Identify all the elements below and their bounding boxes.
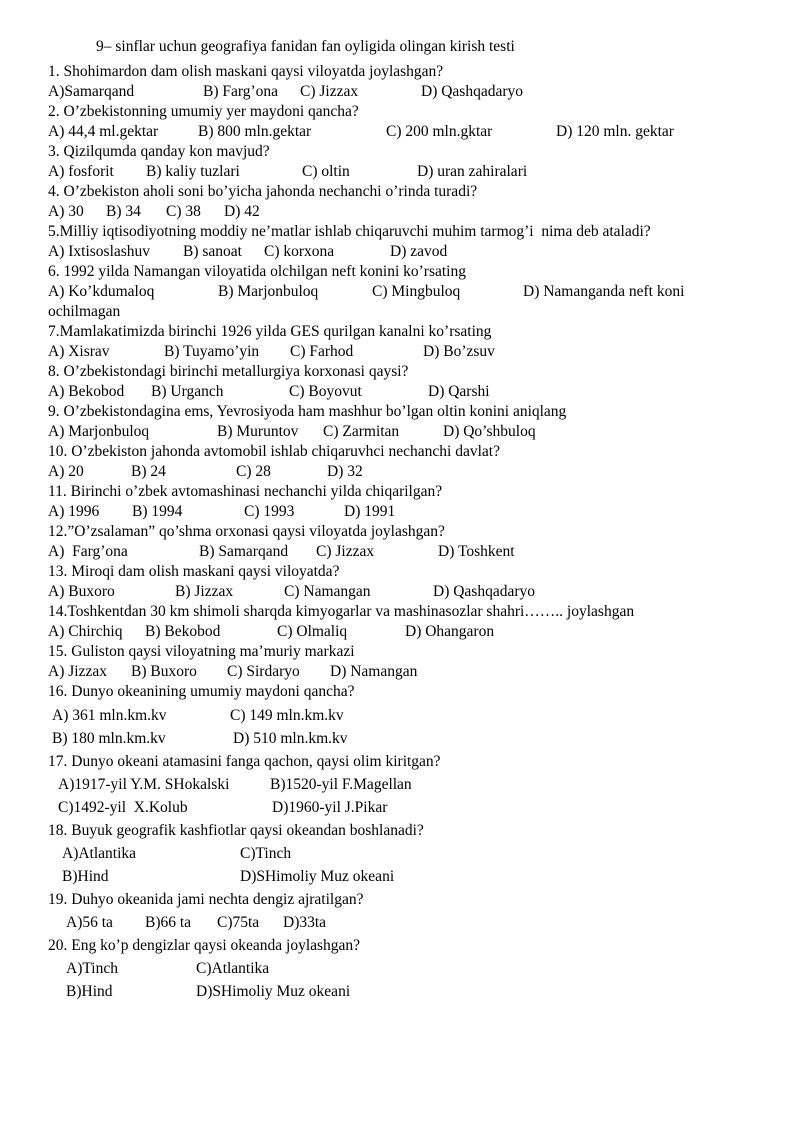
option-b: B)Hind	[62, 868, 109, 885]
option-b: B)Hind	[66, 983, 113, 1000]
question-13: 13. Miroqi dam olish maskani qaysi viloyatda?	[48, 563, 340, 580]
option-c: C) Jizzax	[300, 83, 359, 100]
option-c: C) Sirdaryo	[227, 663, 300, 680]
option-c: C) Farhod	[290, 343, 354, 360]
option-a: A) 44,4 ml.gektar	[48, 123, 159, 140]
question-19: 19. Duhyo okeanida jami nechta dengiz ajratilgan?	[48, 891, 364, 908]
option-b: B) Samarqand	[199, 543, 289, 560]
option-a: A) fosforit	[48, 163, 114, 180]
question-7: 7.Mamlakatimizda birinchi 1926 yilda GES qurilgan kanalni ko’rsating	[48, 323, 492, 340]
question-1: 1. Shohimardon dam olish maskani qaysi viloyatda joylashgan?	[48, 63, 444, 80]
question-14: 14.Toshkentdan 30 km shimoli sharqda kimyogarlar va mashinasozlar shahri…….. joylashgan	[48, 603, 635, 620]
option-a: A)Atlantika	[62, 845, 137, 862]
question-6: 6. 1992 yilda Namangan viloyatida olchilgan neft konini ko’rsating	[48, 263, 466, 280]
option-c: C)Atlantika	[196, 960, 270, 977]
option-c: C) Mingbuloq	[372, 283, 461, 300]
option-b: B) Marjonbuloq	[218, 283, 319, 300]
option-a: A) Marjonbuloq	[48, 423, 150, 440]
option-a: A) Ko’kdumaloq	[48, 283, 155, 300]
option-d: D)SHimoliy Muz okeani	[196, 983, 351, 1000]
option-c: C) 1993	[244, 503, 295, 520]
option-c: C)1492-yil X.Kolub	[58, 799, 188, 816]
question-17: 17. Dunyo okeani atamasini fanga qachon, qaysi olim kiritgan?	[48, 753, 441, 770]
option-c: C) Zarmitan	[323, 423, 400, 440]
option-a: A)1917-yil Y.M. SHokalski	[58, 776, 230, 793]
option-d: D) Qashqadaryo	[433, 583, 536, 600]
option-d-continued: ochilmagan	[48, 303, 121, 320]
option-d: D) 1991	[344, 503, 396, 520]
question-10: 10. O’zbekiston jahonda avtomobil ishlab chiqaruvhci nechanchi davlat?	[48, 443, 500, 460]
option-d: D) Qashqadaryo	[421, 83, 524, 100]
option-a: A) Chirchiq	[48, 623, 123, 640]
option-a: A) Bekobod	[48, 383, 125, 400]
question-20: 20. Eng ko’p dengizlar qaysi okeanda joylashgan?	[48, 937, 361, 954]
option-c: C) 149 mln.km.kv	[230, 707, 344, 724]
question-11: 11. Birinchi o’zbek avtomashinasi nechanchi yilda chiqarilgan?	[48, 483, 443, 500]
option-c: C) Olmaliq	[277, 623, 348, 640]
question-15: 15. Guliston qaysi viloyatning ma’muriy markazi	[48, 643, 355, 660]
option-d: D) uran zahiralari	[417, 163, 528, 180]
option-d: D) 510 mln.km.kv	[233, 730, 348, 747]
option-b: B) 34	[106, 203, 141, 220]
option-d: D) Toshkent	[438, 543, 515, 560]
option-b: B) 800 mln.gektar	[198, 123, 312, 140]
option-a: A) 30	[48, 203, 84, 220]
option-d: D)33ta	[283, 914, 327, 931]
option-d: D) Qo’shbuloq	[443, 423, 536, 440]
option-c: C) korxona	[264, 243, 335, 260]
question-5: 5.Milliy iqtisodiyotning moddiy ne’matlar ishlab chiqaruvchi muhim tarmog’i nima deb ataladi?	[48, 223, 651, 240]
option-d: D) 120 mln. gektar	[556, 123, 674, 140]
option-a: A) Buxoro	[48, 583, 115, 600]
option-a: A)Tinch	[66, 960, 118, 977]
option-c: C)Tinch	[240, 845, 292, 862]
option-b: B) Urganch	[151, 383, 224, 400]
option-d: D)1960-yil J.Pikar	[272, 799, 388, 816]
option-c: C) 38	[166, 203, 201, 220]
option-d: D) Qarshi	[428, 383, 490, 400]
question-3: 3. Qizilqumda qanday kon mavjud?	[48, 143, 270, 160]
option-d: D) Ohangaron	[405, 623, 495, 640]
option-a: A) Jizzax	[48, 663, 107, 680]
question-8: 8. O’zbekistondagi birinchi metallurgiya korxonasi qaysi?	[48, 363, 409, 380]
option-d: D) zavod	[390, 243, 448, 260]
option-b: B) 1994	[132, 503, 183, 520]
option-a: A)Samarqand	[48, 83, 135, 100]
page-title: 9– sinflar uchun geografiya fanidan fan oyligida olingan kirish testi	[96, 38, 515, 55]
option-a: A) 361 mln.km.kv	[52, 707, 167, 724]
question-9: 9. O’zbekistondagina ems, Yevrosiyoda ham mashhur bo’lgan oltin konini aniqlang	[48, 403, 567, 420]
option-d: D) 32	[327, 463, 363, 480]
option-d: D) Namangan	[330, 663, 418, 680]
question-16: 16. Dunyo okeanining umumiy maydoni qancha?	[48, 683, 355, 700]
option-a: A) 1996	[48, 503, 100, 520]
option-b: B) kaliy tuzlari	[146, 163, 240, 180]
option-b: B) Muruntov	[217, 423, 299, 440]
option-a: A) Farg’ona	[48, 543, 128, 560]
question-18: 18. Buyuk geografik kashfiotlar qaysi okeandan boshlanadi?	[48, 822, 424, 839]
question-12: 12.”O’zsalaman” qo’shma orxonasi qaysi viloyatda joylashgan?	[48, 523, 445, 540]
option-b: B) 24	[131, 463, 166, 480]
option-b: B) Buxoro	[131, 663, 197, 680]
option-c: C) 200 mln.gktar	[386, 123, 493, 140]
option-c: C) 28	[236, 463, 271, 480]
option-c: C)75ta	[217, 914, 260, 931]
option-b: B)1520-yil F.Magellan	[270, 776, 412, 793]
option-d: D) Bo’zsuv	[423, 343, 495, 360]
option-b: B)66 ta	[145, 914, 192, 931]
option-a: A) 20	[48, 463, 84, 480]
option-c: C) oltin	[302, 163, 350, 180]
option-b: B) Bekobod	[145, 623, 221, 640]
option-a: A)56 ta	[66, 914, 113, 931]
option-a: A) Ixtisoslashuv	[48, 243, 151, 260]
question-2: 2. O’zbekistonning umumiy yer maydoni qancha?	[48, 103, 359, 120]
option-d: D) Namanganda neft koni	[523, 283, 685, 300]
option-c: C) Namangan	[284, 583, 371, 600]
option-c: C) Jizzax	[316, 543, 375, 560]
option-c: C) Boyovut	[289, 383, 362, 400]
option-a: A) Xisrav	[48, 343, 110, 360]
option-b: B) Farg’ona	[203, 83, 279, 100]
option-b: B) Tuyamo’yin	[164, 343, 260, 360]
option-b: B) 180 mln.km.kv	[52, 730, 166, 747]
option-b: B) Jizzax	[175, 583, 234, 600]
option-d: D)SHimoliy Muz okeani	[240, 868, 395, 885]
option-b: B) sanoat	[183, 243, 242, 260]
question-4: 4. O’zbekiston aholi soni bo’yicha jahonda nechanchi o’rinda turadi?	[48, 183, 478, 200]
option-d: D) 42	[224, 203, 260, 220]
